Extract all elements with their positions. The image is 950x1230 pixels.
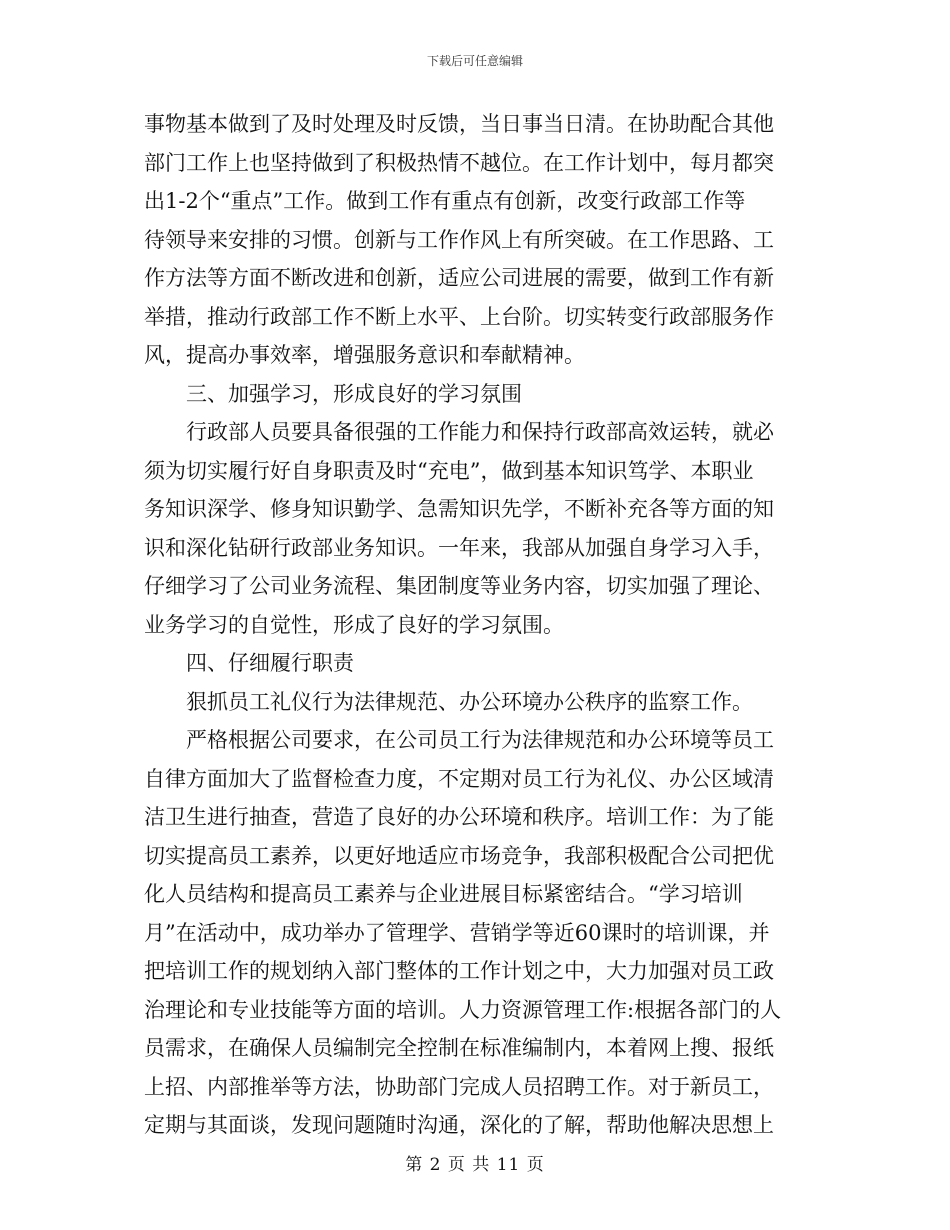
text-line: 严格根据公司要求，在公司员工行为法律规范和办公环境等员工 <box>186 728 774 752</box>
text-line: 行政部人员要具备很强的工作能力和保持行政部高效运转，就必 <box>186 420 774 444</box>
text-line: 定期与其面谈，发现问题随时沟通，深化的了解，帮助他解决思想上 <box>144 1113 774 1137</box>
text-line: 切实提高员工素养，以更好地适应市场竞争，我部积极配合公司把优 <box>144 843 774 868</box>
page-number: 第 2 页 共 11 页 <box>405 1155 545 1175</box>
text-line: 事物基本做到了及时处理及时反馈，当日事当日清。在协助配合其他 <box>144 112 774 136</box>
text-line: 治理论和专业技能等方面的培训。人力资源管理工作:根据各部门的人 <box>144 997 782 1022</box>
section-heading: 三、加强学习，形成良好的学习氛围 <box>186 381 522 406</box>
text-line: 部门工作上也坚持做到了积极热情不越位。在工作计划中，每月都突 <box>144 150 774 175</box>
text-line: 自律方面加大了监督检查力度，不定期对员工行为礼仪、办公区域清 <box>144 766 774 791</box>
text-line: 业务学习的自觉性，形成了良好的学习氛围。 <box>144 612 564 637</box>
text-line: 须为切实履行好自身职责及时“充电”，做到基本知识笃学、本职业 <box>144 458 754 483</box>
section-heading: 四、仔细履行职责 <box>186 651 354 675</box>
text-line: 狠抓员工礼仪行为法律规范、办公环境办公秩序的监察工作。 <box>186 689 753 714</box>
text-line: 仔细学习了公司业务流程、集团制度等业务内容，切实加强了理论、 <box>144 574 774 598</box>
text-line: 待领导来安排的习惯。创新与工作作风上有所突破。在工作思路、工 <box>144 227 774 252</box>
text-line: 员需求，在确保人员编制完全控制在标准编制内，本着网上搜、报纸 <box>144 1036 774 1060</box>
document-body <box>144 105 808 1145</box>
text-line: 举措，推动行政部工作不断上水平、上台阶。切实转变行政部服务作 <box>144 304 774 329</box>
text-line: 月”在活动中，成功举办了管理学、营销学等近60课时的培训课，并 <box>144 920 770 945</box>
text-line: 洁卫生进行抽查，营造了良好的办公环境和秩序。培训工作：为了能 <box>144 805 774 829</box>
text-line: 上招、内部推举等方法，协助部门完成人员招聘工作。对于新员工， <box>144 1074 774 1099</box>
text-line: 化人员结构和提高员工素养与企业进展目标紧密结合。“学习培训 <box>144 882 743 906</box>
text-line: 把培训工作的规划纳入部门整体的工作计划之中，大力加强对员工政 <box>144 959 774 983</box>
page-header: 下载后可任意编辑 <box>426 54 523 68</box>
text-line: 识和深化钻研行政部业务知识。一年来，我部从加强自身学习入手， <box>144 535 774 560</box>
text-line: 作方法等方面不断改进和创新，适应公司进展的需要，做到工作有新 <box>144 266 774 290</box>
text-line: 出1-2个“重点”工作。做到工作有重点有创新，改变行政部工作等 <box>144 189 746 213</box>
text-line: 务知识深学、修身知识勤学、急需知识先学，不断补充各等方面的知 <box>144 497 774 521</box>
text-line: 风，提高办事效率，增强服务意识和奉献精神。 <box>144 343 585 367</box>
